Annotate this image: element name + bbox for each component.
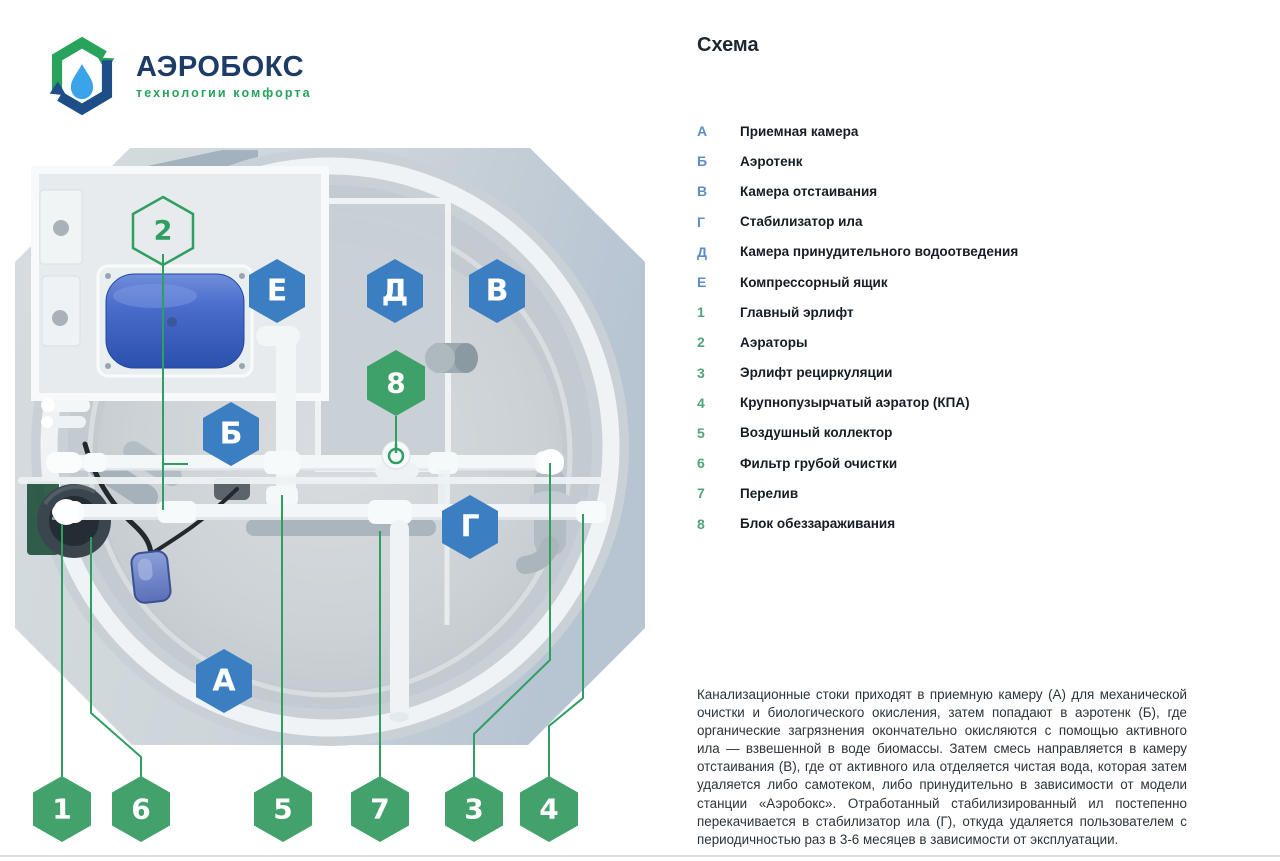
legend-key: 3 (697, 364, 705, 381)
marker-main-airlift-1 (33, 776, 91, 842)
legend-label: Аэраторы (740, 334, 808, 350)
legend-label: Эрлифт рециркуляции (740, 365, 893, 381)
marker-label: 5 (273, 792, 293, 826)
legend-key: В (697, 183, 708, 200)
marker-coarse-filter-6 (112, 776, 170, 842)
legend-key: А (697, 123, 708, 140)
forced-drain-chamber-wall (318, 201, 448, 469)
marker-label: 6 (131, 792, 151, 826)
marker-label: 2 (153, 215, 173, 247)
legend-key: 2 (697, 334, 705, 351)
legend-row (697, 176, 1018, 206)
marker-label: 3 (464, 792, 484, 826)
process-description: Канализационные стоки приходят в приемную камеру (А) для механической очистки и биологического окисления, затем попадают в аэротенк (Б), где органические загрязнения окончательно окисляются с помощью активного ила — взвешенной в воде биомассы. Затем смесь направляется в камеру отстаивания (В), где от активного ила отделяется чистая вода, которая затем удаляется либо самотеком, либо принудительно в зависимости от модели станции «Аэробокс». Отработанный стабилизированный ил постепенно перекачивается в стабилизатор ила (Г), откуда удаляется пользователем с периодичностью раз в 3-6 месяцев в зависимости от эксплуатации. (697, 687, 1187, 847)
legend-label: Главный эрлифт (740, 304, 854, 320)
marker-label: Е (266, 273, 288, 309)
legend-list (697, 116, 1018, 539)
marker-label: 4 (539, 792, 559, 826)
legend-row (697, 388, 1018, 418)
legend-label: Перелив (740, 485, 799, 501)
marker-label: В (485, 273, 509, 309)
legend-label: Крупнопузырчатый аэратор (КПА) (740, 395, 970, 411)
page-title: Схема (697, 34, 759, 56)
legend-row (697, 237, 1018, 267)
legend-row (697, 358, 1018, 388)
disinfection-block (382, 441, 410, 469)
legend-row (697, 146, 1018, 176)
legend-row (697, 418, 1018, 448)
legend-row (697, 207, 1018, 237)
legend-key: 7 (697, 485, 705, 502)
marker-label: Г (460, 509, 480, 545)
bottom-divider (0, 855, 1280, 857)
legend-row (697, 327, 1018, 357)
legend-row (697, 116, 1018, 146)
legend-label: Стабилизатор ила (740, 214, 863, 230)
legend-label: Камера отстаивания (740, 183, 878, 199)
legend-row (697, 448, 1018, 478)
legend-label: Воздушный коллектор (740, 425, 893, 441)
legend-row (697, 508, 1018, 538)
logo-name: АЭРОБОКС (136, 50, 305, 83)
legend-key: Г (697, 213, 705, 230)
legend-label: Блок обеззараживания (740, 516, 896, 532)
legend-key: Е (697, 274, 707, 291)
legend-label: Аэротенк (740, 153, 803, 169)
marker-kpa-aerator-4 (520, 776, 578, 842)
float-switch (130, 550, 171, 603)
legend-key: 1 (697, 304, 705, 321)
legend-key: Б (697, 153, 708, 170)
legend-key: Д (697, 243, 707, 260)
marker-recirculation-airlift-3 (445, 776, 503, 842)
legend-key: 8 (697, 515, 705, 532)
legend-key: 6 (697, 455, 705, 472)
marker-label: 1 (52, 792, 72, 826)
marker-air-collector-5 (254, 776, 312, 842)
legend-label: Приемная камера (740, 123, 859, 139)
legend-row (697, 297, 1018, 327)
marker-overflow-7 (351, 776, 409, 842)
legend-key: 5 (697, 424, 705, 441)
wall-flange-pipe (425, 343, 478, 373)
legend-key: 4 (697, 394, 705, 411)
legend-row (697, 478, 1018, 508)
legend-label: Компрессорный ящик (740, 274, 888, 290)
marker-label: 8 (386, 366, 406, 400)
marker-label: 7 (370, 792, 390, 826)
marker-label: Д (381, 273, 409, 309)
legend-row (697, 267, 1018, 297)
marker-label: Б (219, 416, 243, 452)
marker-label: А (212, 663, 236, 699)
logo-tagline: технологии комфорта (136, 85, 312, 100)
legend-label: Камера принудительного водоотведения (740, 244, 1019, 260)
legend-label: Фильтр грубой очистки (740, 455, 898, 471)
